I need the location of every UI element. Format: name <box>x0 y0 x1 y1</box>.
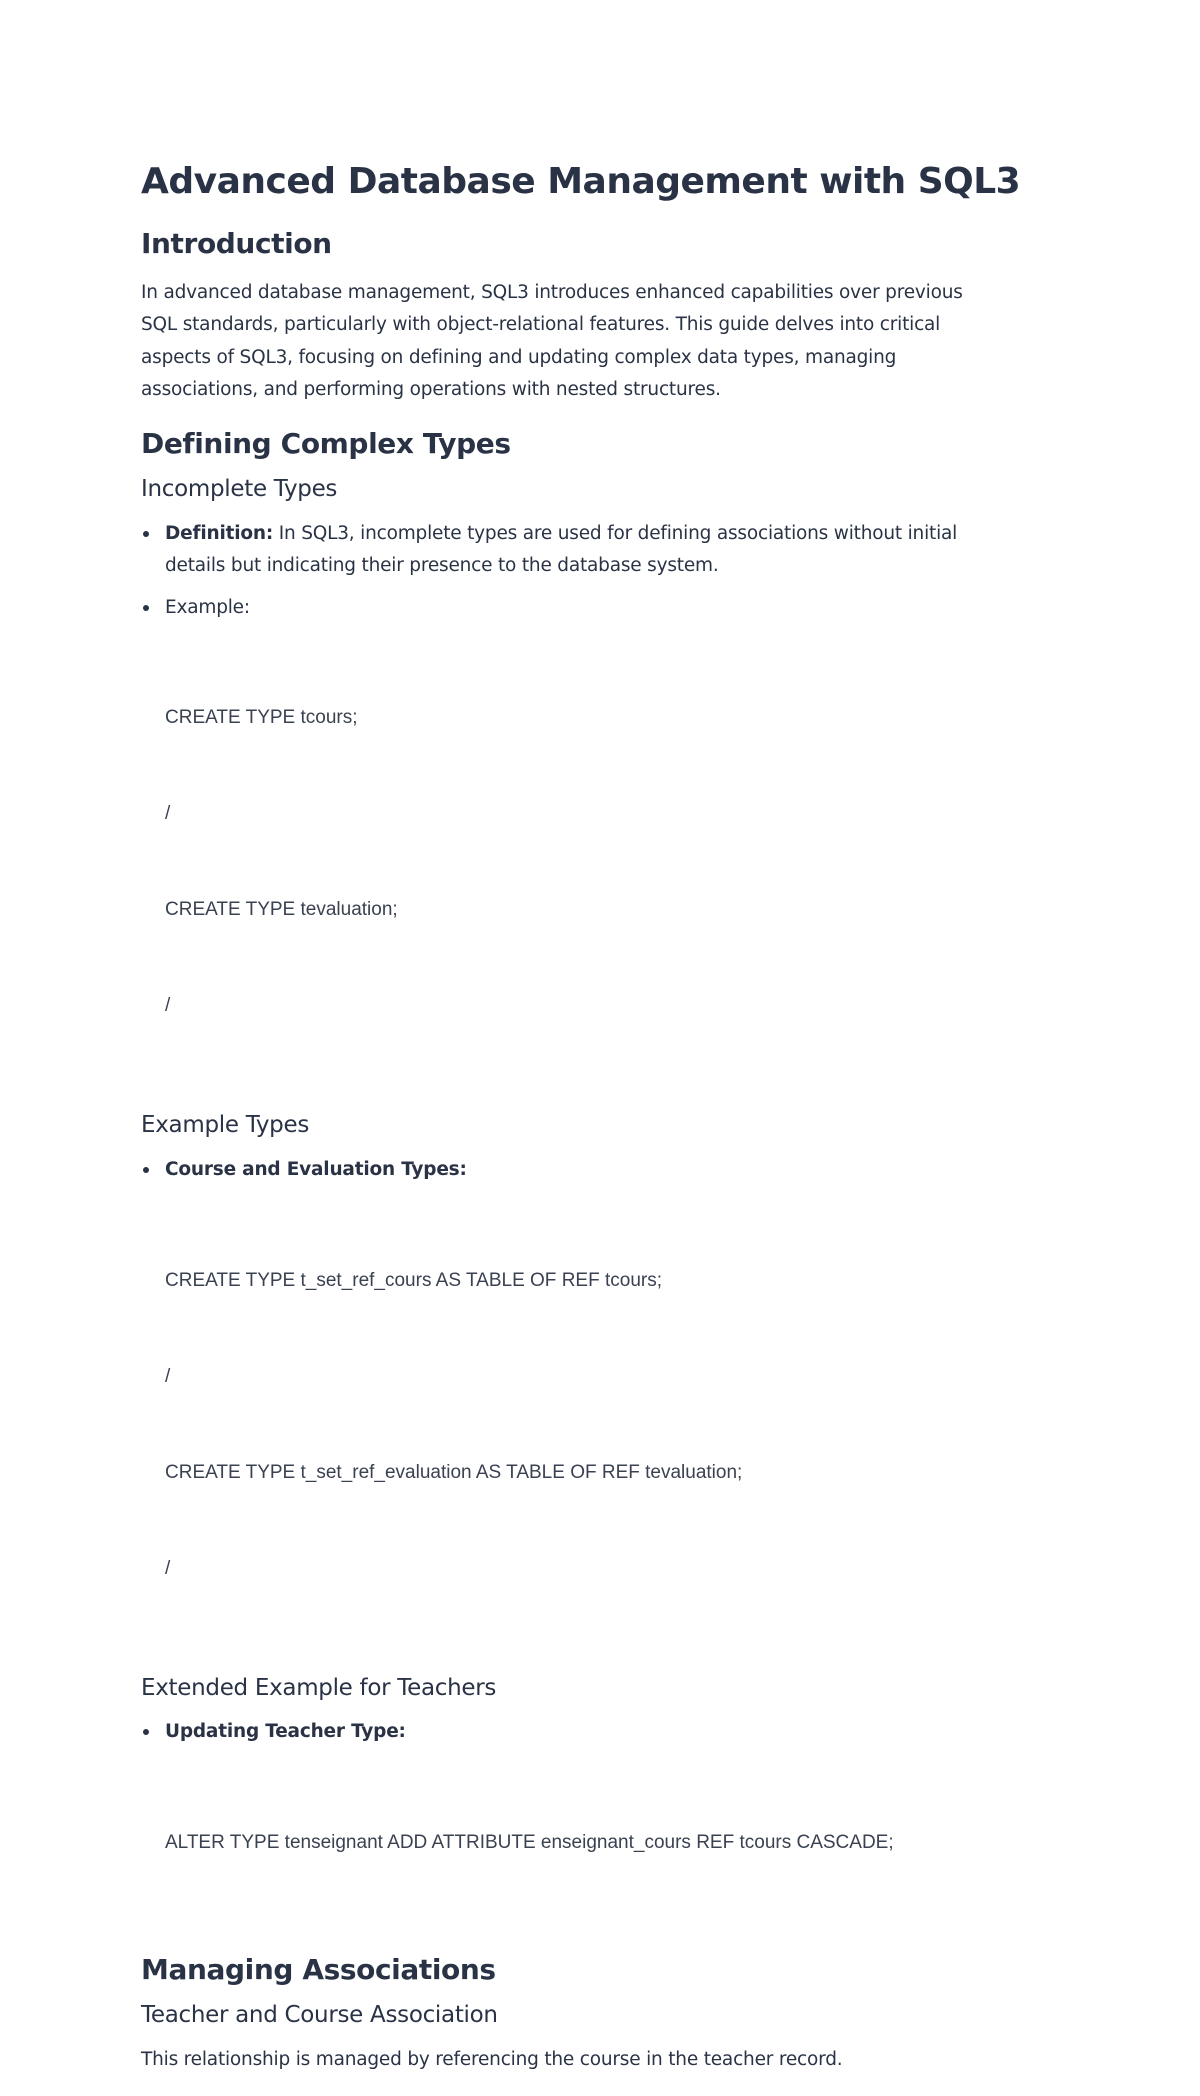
intro-line: associations, and performing operations with nested structures. <box>141 379 721 401</box>
intro-line: SQL standards, particularly with object-relational features. This guide delves into critical <box>141 314 941 336</box>
list-item <box>141 1716 1041 1749</box>
definition-text: details but indicating their presence to the database system. <box>165 555 719 577</box>
section-heading-introduction: Introduction <box>141 227 332 261</box>
bullet-icon <box>143 605 149 611</box>
subsection-heading-incomplete-types: Incomplete Types <box>141 476 338 503</box>
list-item <box>141 1154 1041 1187</box>
code-line: CREATE TYPE tcours; <box>165 707 358 729</box>
code-block-extended-example <box>165 1763 1041 1923</box>
code-line: / <box>165 1557 171 1579</box>
updating-teacher-label: Updating Teacher Type: <box>165 1721 406 1743</box>
section-heading-defining-complex-types: Defining Complex Types <box>141 426 511 460</box>
intro-line: aspects of SQL3, focusing on defining and updating complex data types, managing <box>141 346 897 368</box>
subsection-heading-teacher-course: Teacher and Course Association <box>141 2002 498 2029</box>
bullet-icon <box>143 531 149 537</box>
subsection-heading-extended-example: Extended Example for Teachers <box>141 1674 497 1701</box>
intro-paragraph <box>141 277 1041 407</box>
code-line: ALTER TYPE tenseignant ADD ATTRIBUTE enseignant_cours REF tcours CASCADE; <box>165 1831 894 1853</box>
code-line: CREATE TYPE tevaluation; <box>165 899 398 921</box>
definition-text: In SQL3, incomplete types are used for defining associations without initial <box>273 522 958 544</box>
code-line: / <box>165 803 171 825</box>
subsection-heading-example-types: Example Types <box>141 1112 310 1139</box>
section-heading-managing-associations: Managing Associations <box>141 1952 496 1986</box>
code-line: / <box>165 995 171 1017</box>
code-block-incomplete-types <box>165 638 1041 1086</box>
teacher-course-paragraph: This relationship is managed by referencing the course in the teacher record. <box>141 2048 843 2070</box>
course-evaluation-label: Course and Evaluation Types: <box>165 1159 467 1181</box>
definition-label: Definition: <box>165 522 274 544</box>
incomplete-types-list <box>141 518 1041 625</box>
document-title: Advanced Database Management with SQL3 <box>141 161 1021 202</box>
example-types-list <box>141 1154 1041 1187</box>
code-line: CREATE TYPE t_set_ref_cours AS TABLE OF REF tcours; <box>165 1269 662 1291</box>
example-label: Example: <box>165 596 250 618</box>
intro-line: In advanced database management, SQL3 introduces enhanced capabilities over previous <box>141 281 963 303</box>
code-line: CREATE TYPE t_set_ref_evaluation AS TABLE OF REF tevaluation; <box>165 1461 743 1483</box>
list-item <box>141 518 1041 583</box>
list-item <box>141 592 1041 625</box>
extended-example-list <box>141 1716 1041 1749</box>
code-block-example-types <box>165 1201 1041 1649</box>
document-page <box>141 160 1041 2096</box>
bullet-icon <box>143 1167 149 1173</box>
bullet-icon <box>143 1729 149 1735</box>
code-line: / <box>165 1365 171 1387</box>
